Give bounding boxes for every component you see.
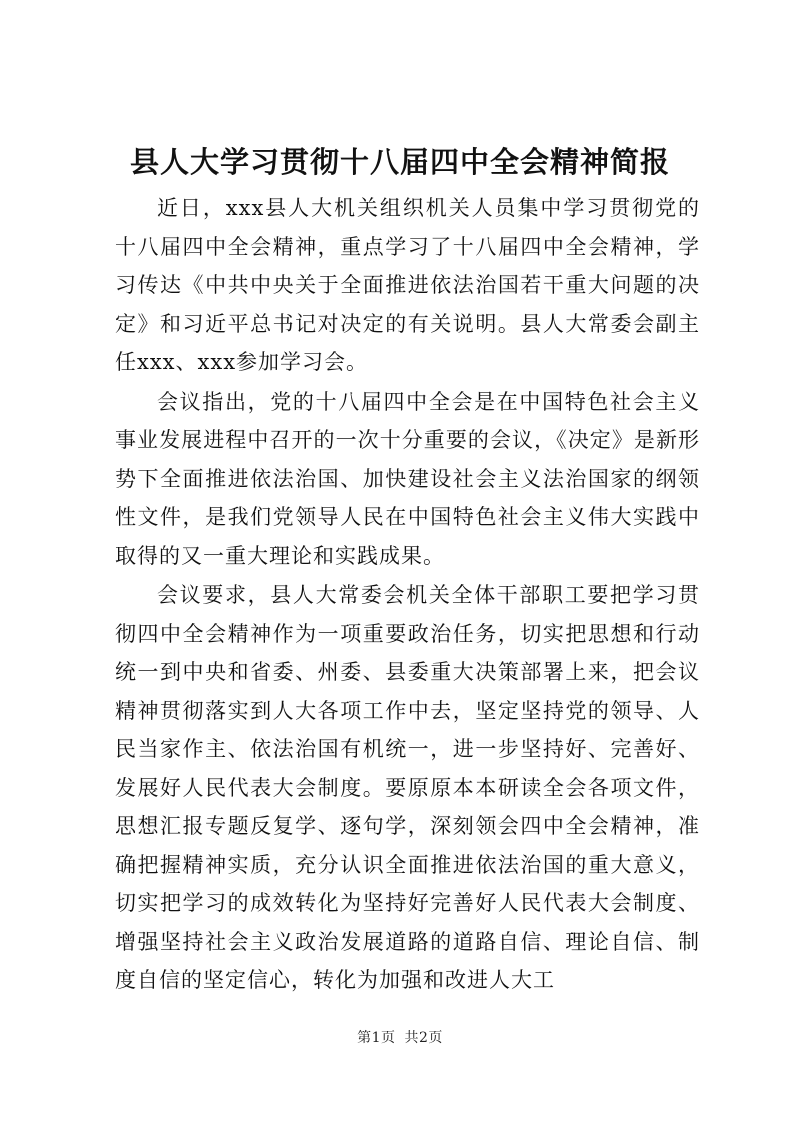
page-footer	[0, 1027, 800, 1047]
total-pages: 共2页	[404, 1030, 443, 1046]
document-title: 县人大学习贯彻十八届四中全会精神简报	[129, 145, 670, 179]
document-body	[115, 189, 700, 1000]
paragraph-3: 会议要求，县人大常委会机关全体干部职工要把学习贯彻四中全会精神作为一项重要政治任务，切实把思想和行动统一到中央和省委、州委、县委重大决策部署上来，把会议精神贯彻落实到人大各项工作中去，坚定坚持党的领导、人民当家作主、依法治国有机统一，进一步坚持好、完善好、发展好人民代表大会制度。要原原本本研读全会各项文件，思想汇报专题反复学、逐句学，深刻领会四中全会精神，准确把握精神实质，充分认识全面推进依法治国的重大意义，切实把学习的成效转化为坚持好完善好人民代表大会制度、增强坚持社会主义政治发展道路的道路自信、理论自信、制度自信的坚定信心，转化为加强和改进人大工	[115, 583, 700, 992]
paragraph-1: 近日，xxx县人大机关组织机关人员集中学习贯彻党的十八届四中全会精神，重点学习了十八届四中全会精神，学习传达《中共中央关于全面推进依法治国若干重大问题的决定》和习近平总书记对决定的有关说明。县人大常委会副主任xxx、xxx参加学习会。	[115, 196, 700, 374]
page-number: 第1页	[357, 1030, 396, 1046]
paragraph-2: 会议指出，党的十八届四中全会是在中国特色社会主义事业发展进程中召开的一次十分重要的会议，《决定》是新形势下全面推进依法治国、加快建设社会主义法治国家的纲领性文件，是我们党领导人民在中国特色社会主义伟大实践中取得的又一重大理论和实践成果。	[115, 389, 700, 568]
